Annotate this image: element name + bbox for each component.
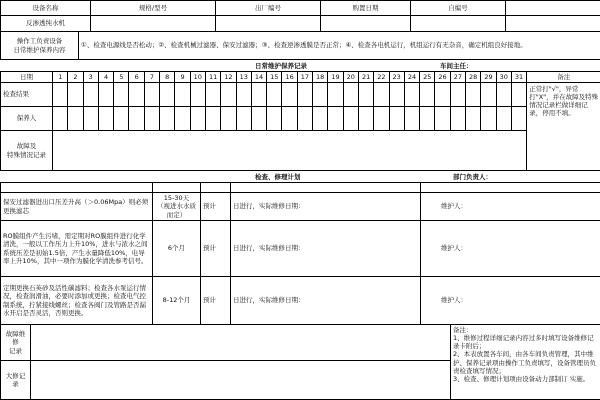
remarks-text: 正常打"√"，异常打"X"，并在故障及特殊情况记录栏做详细记录，停用不填。: [527, 83, 600, 171]
plan-cycle: 6个月: [153, 221, 201, 277]
maint-cell[interactable]: [481, 107, 496, 131]
day-cell: 4: [98, 72, 113, 83]
maint-cell[interactable]: [114, 107, 129, 131]
check-cell[interactable]: [190, 83, 205, 107]
check-cell[interactable]: [83, 83, 98, 107]
check-cell[interactable]: [420, 83, 435, 107]
day-cell: 12: [221, 72, 236, 83]
day-cell: 16: [282, 72, 297, 83]
day-cell: 19: [328, 72, 343, 83]
plan-person: 维护人：: [421, 193, 600, 221]
header-table: [0, 0, 600, 32]
check-cell[interactable]: [53, 83, 68, 107]
maint-cell[interactable]: [236, 107, 251, 131]
maint-cell[interactable]: [358, 107, 373, 131]
check-cell[interactable]: [267, 83, 282, 107]
purchase-date-label: 购置日期: [321, 1, 411, 16]
maint-cell[interactable]: [328, 107, 343, 131]
check-cell[interactable]: [236, 83, 251, 107]
fault-row: [1, 131, 600, 171]
check-cell[interactable]: [466, 83, 481, 107]
check-cell[interactable]: [404, 83, 419, 107]
model-label: 规格/型号: [91, 1, 216, 16]
maint-row: [1, 107, 600, 131]
day-cell: 21: [358, 72, 373, 83]
notes-title: 备注：: [453, 326, 473, 334]
day-cell: 14: [251, 72, 266, 83]
self-no-value: [411, 16, 506, 32]
maint-cell[interactable]: [374, 107, 389, 131]
maint-cell[interactable]: [160, 107, 175, 131]
dept-label: 部门负责人：: [453, 173, 492, 181]
maint-cell[interactable]: [221, 107, 236, 131]
maint-cell[interactable]: [282, 107, 297, 131]
overhaul-label: 大修记录: [1, 361, 31, 400]
maint-cell[interactable]: [420, 107, 435, 131]
plan-title-bar: [0, 172, 600, 182]
maint-cell[interactable]: [68, 107, 83, 131]
day-cell: 22: [374, 72, 389, 83]
day-cell: 8: [160, 72, 175, 83]
day-cell: 31: [511, 72, 526, 83]
plan-cycle: 15-30天 （视进水水质而定）: [153, 193, 201, 221]
plan-date: 日进行，实际维修日期：: [231, 193, 421, 221]
check-cell[interactable]: [389, 83, 404, 107]
plan-title: 检查、修理计划: [255, 173, 301, 181]
plan-row: [1, 221, 600, 277]
plan-plan: 预计: [201, 221, 231, 277]
plan-row: [1, 277, 600, 325]
maint-cell[interactable]: [343, 107, 358, 131]
plan-plan: 预计: [201, 193, 231, 221]
plan-person: 维护人：: [421, 221, 600, 277]
maint-cell[interactable]: [267, 107, 282, 131]
check-label: 检查结果: [1, 83, 53, 107]
check-cell[interactable]: [313, 83, 328, 107]
plan-desc: RO膜组件产生污堵，需定期对RO膜组件进行化学清洗，一般以工作压力上升10%，进水与浓水之间系统压差是初始1.5倍，产生水量降低10%，电导率上升10%，其中一项作为膜化学清洗参考信号。: [1, 221, 153, 277]
check-cell[interactable]: [251, 83, 266, 107]
day-cell: 23: [389, 72, 404, 83]
day-cell: 1: [53, 72, 68, 83]
maint-cell[interactable]: [144, 107, 159, 131]
plan-desc: 定期更换石英砂及活性碳滤料；检查各水泵运行情况，检查润滑油，必要时添加或更换；检查电气控制系统，拧紧接线螺丝；检查各阀门及管路是否漏水开启是否灵活，否则更换。: [1, 277, 153, 325]
blank-cell: [506, 1, 600, 16]
remarks-label: 备注: [527, 72, 600, 83]
day-cell: 2: [68, 72, 83, 83]
maint-cell[interactable]: [511, 107, 526, 131]
maint-cell[interactable]: [313, 107, 328, 131]
staff-table: [0, 31, 600, 60]
fault-repair-label: 故障维修 记录: [1, 325, 31, 361]
check-row: [1, 83, 600, 107]
day-cell: 28: [466, 72, 481, 83]
maint-cell[interactable]: [466, 107, 481, 131]
day-cell: 27: [450, 72, 465, 83]
maint-cell[interactable]: [98, 107, 113, 131]
check-cell[interactable]: [450, 83, 465, 107]
day-cell: 11: [205, 72, 220, 83]
check-cell[interactable]: [221, 83, 236, 107]
maint-label: 保养人: [1, 107, 53, 131]
check-cell[interactable]: [297, 83, 312, 107]
check-cell[interactable]: [358, 83, 373, 107]
workshop-label: 车间主任：: [440, 62, 473, 70]
day-cell: 18: [313, 72, 328, 83]
check-cell[interactable]: [144, 83, 159, 107]
day-cell: 15: [267, 72, 282, 83]
day-cell: 5: [114, 72, 129, 83]
maint-cell[interactable]: [435, 107, 450, 131]
maint-cell[interactable]: [129, 107, 144, 131]
blank-value: [506, 16, 600, 32]
check-cell[interactable]: [496, 83, 511, 107]
day-cell: 30: [496, 72, 511, 83]
check-cell[interactable]: [114, 83, 129, 107]
day-cell: 24: [404, 72, 419, 83]
check-cell[interactable]: [328, 83, 343, 107]
notes-cell: [451, 325, 600, 400]
day-cell: 20: [343, 72, 358, 83]
day-cell: 6: [129, 72, 144, 83]
overhaul-area: [31, 361, 451, 400]
day-cell: 3: [83, 72, 98, 83]
check-cell[interactable]: [435, 83, 450, 107]
plan-cycle: 8-12个月: [153, 277, 201, 325]
day-cell: 25: [420, 72, 435, 83]
fault-repair-area: [31, 325, 451, 361]
check-cell[interactable]: [175, 83, 190, 107]
day-cell: 13: [236, 72, 251, 83]
day-cell: 9: [175, 72, 190, 83]
daily-title-bar: [0, 61, 600, 71]
serial-value: [216, 16, 321, 32]
plan-plan: 预计: [201, 277, 231, 325]
day-cell: 29: [481, 72, 496, 83]
check-cell[interactable]: [129, 83, 144, 107]
staff-label: 操作工负责设备 日常维护保养内容: [1, 32, 79, 60]
self-no-label: 自编号: [411, 1, 506, 16]
maint-cell[interactable]: [175, 107, 190, 131]
check-cell[interactable]: [282, 83, 297, 107]
day-cell: 7: [144, 72, 159, 83]
check-cell[interactable]: [511, 83, 526, 107]
notes-text: 1、维修过程详细记录内容过多时填写设备维修记录卡附后； 2、本表放置各车间，由各车间负责管理，其中维护、保养记录项由操作工负责填写，设备管理员负责检查填写情况； 3、检查、修理计划项由设备动力部制订 实施。: [453, 334, 596, 383]
check-cell[interactable]: [160, 83, 175, 107]
plan-desc: 保安过滤器进出口压差升高（＞0.06Mpa）则必须更换滤芯: [1, 193, 153, 221]
maint-cell[interactable]: [450, 107, 465, 131]
maint-cell[interactable]: [83, 107, 98, 131]
purchase-date-value: [321, 16, 411, 32]
serial-label: 出厂编号: [216, 1, 321, 16]
maint-cell[interactable]: [297, 107, 312, 131]
check-cell[interactable]: [343, 83, 358, 107]
check-cell[interactable]: [98, 83, 113, 107]
maint-cell[interactable]: [404, 107, 419, 131]
check-cell[interactable]: [481, 83, 496, 107]
equip-name-value: 反渗透纯水机: [1, 16, 91, 32]
maint-cell[interactable]: [190, 107, 205, 131]
day-cell: 26: [435, 72, 450, 83]
maint-cell[interactable]: [389, 107, 404, 131]
day-cell: 10: [190, 72, 205, 83]
date-label: 日期: [1, 72, 53, 83]
check-cell[interactable]: [68, 83, 83, 107]
model-value: [91, 16, 216, 32]
check-cell[interactable]: [374, 83, 389, 107]
plan-date: 日进行，实际维修日期：: [231, 221, 421, 277]
fault-record-area[interactable]: [53, 131, 527, 171]
maint-cell[interactable]: [53, 107, 68, 131]
day-header-row: [1, 72, 600, 83]
daily-title: 日常维护保养记录: [255, 62, 307, 70]
bottom-table: [0, 324, 600, 400]
plan-person: 维护人：: [421, 277, 600, 325]
check-cell[interactable]: [205, 83, 220, 107]
staff-content: ①、检查电源线是否松动；②、检查机械过滤器、保安过滤器；③、检查逆渗透膜是否正常；④、检查各电机运行，机组运行有无杂音，确定机组良好接地。: [79, 32, 600, 60]
maint-cell[interactable]: [496, 107, 511, 131]
maint-cell[interactable]: [205, 107, 220, 131]
maint-cell[interactable]: [251, 107, 266, 131]
plan-table: [0, 182, 600, 325]
day-cell: 17: [297, 72, 312, 83]
daily-table: [0, 71, 600, 171]
equip-name-label: 设备名称: [1, 1, 91, 16]
fault-label: 故障及 特殊情况记录: [1, 131, 53, 171]
plan-row: [1, 193, 600, 221]
plan-date: 日进行，实际维修日期：: [231, 277, 421, 325]
